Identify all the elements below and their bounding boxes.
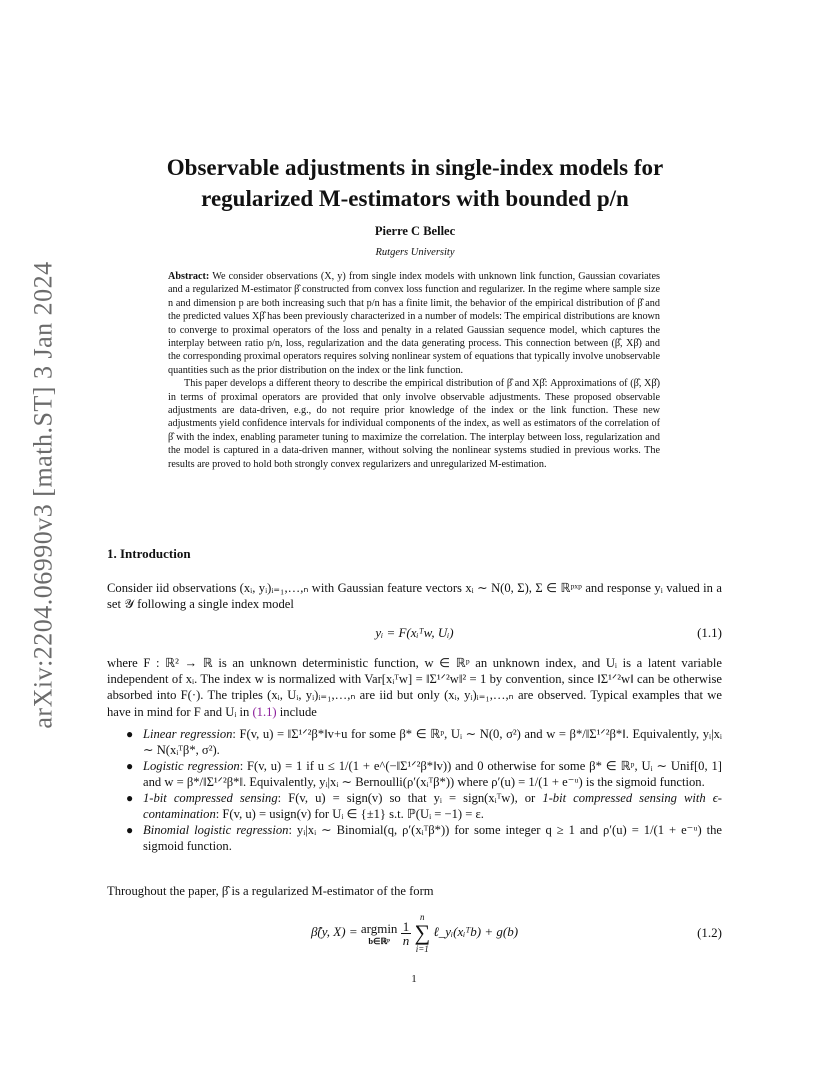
equation-1-1-number: (1.1) bbox=[697, 625, 722, 640]
author-affiliation: Rutgers University bbox=[375, 247, 455, 258]
section-heading-introduction: 1. Introduction bbox=[107, 546, 191, 561]
example-label: Logistic regression bbox=[143, 759, 240, 773]
summation bbox=[414, 912, 430, 954]
arxiv-identifier bbox=[22, 261, 66, 729]
abstract bbox=[168, 270, 660, 471]
bullet-icon: ● bbox=[126, 759, 134, 773]
sum-symbol: ∑ bbox=[414, 920, 431, 945]
equation-1-2-body bbox=[107, 912, 722, 954]
abstract-label: Abstract: bbox=[168, 271, 210, 282]
abstract-text-1: We consider observations (X, y) from single index models with unknown link function, Gaussian covariates and a regularized M-estimator β̂ constructed from convex loss function and regularizer. In the regime where sample size n and dimension p are both increasing such that p/n has a finite limit, the behavior of the empirical distribution of β̂ and the predicted values Xβ̂ has been previously characterized in a number of models: The empirical distributions are known to converge to proximal operators of the loss and penalty in a related Gaussian sequence model, which captures the interplay between ratio p/n, loss, regularization and the data generating process. This connection between (β̂, Xβ̂) and the corresponding proximal operators requires solving nonlinear system of equations that typically involve unobservable quantities such as the prior distribution on the index or the link function. bbox=[168, 271, 660, 376]
example-text: : F(v, u) = sign(v) so that yᵢ = sign(xᵢᵀw), or bbox=[277, 791, 543, 805]
abstract-paragraph-2: This paper develops a different theory to describe the empirical distribution of β̂ and Xβ̂: Approximations of (β̂, Xβ̂) in terms of proximal operators are provided that only involve observable adjustments. These proposed observable adjustments are data-driven, e.g., do not require prior knowledge of the index or the link function. These new adjustments yield confidence intervals for individual components of the index, as well as estimators of the correlation of β̂ with the index, enabling parameter tuning to maximize the correlation. The interplay between loss, regularization and the model is captured in a data-driven manner, without solving the nonlinear systems studied in previous works. The results are proved to hold both strongly convex regularizers and unregularized M-estimation. bbox=[168, 378, 660, 470]
abstract-paragraph-1 bbox=[168, 270, 660, 377]
bullet-icon: ● bbox=[126, 823, 134, 837]
title-line-1: Observable adjustments in single-index models for bbox=[166, 155, 664, 180]
equation-reference-link[interactable]: (1.1) bbox=[252, 704, 277, 719]
bullet-icon: ● bbox=[126, 727, 134, 741]
title-line-2: regularized M-estimators with bounded p/n bbox=[201, 186, 629, 211]
equation-1-1 bbox=[107, 625, 722, 643]
author-name: Pierre C Bellec bbox=[374, 224, 456, 238]
fraction-numerator: 1 bbox=[402, 918, 410, 934]
intro-paragraph-2 bbox=[107, 655, 722, 720]
equation-1-2-lhs: β̂(y, X) = bbox=[310, 923, 361, 939]
intro-paragraph-2-text: where F : ℝ² → ℝ is an unknown deterministic function, w ∈ ℝᵖ an unknown index, and Uᵢ is a latent variable independent of xᵢ. The index w is normalized with Var[xᵢᵀw] = ‖Σ¹ᐟ²w‖² = 1 by convention, since ‖Σ¹ᐟ²w‖ can be otherwise absorbed into F(·). The triples (xᵢ, Uᵢ, yᵢ)ᵢ₌₁,…,ₙ are iid but only (xᵢ, yᵢ)ᵢ₌₁,…,ₙ are observed. Typical examples that we have in mind for F and Uᵢ in bbox=[107, 656, 722, 719]
list-item bbox=[125, 822, 722, 854]
arxiv-identifier-text: arXiv:2204.06990v3 [math.ST] 3 Jan 2024 bbox=[29, 261, 59, 729]
example-label: 1-bit compressed sensing bbox=[143, 791, 278, 805]
example-label: Linear regression bbox=[143, 727, 233, 741]
paper-title bbox=[100, 152, 730, 214]
equation-1-2 bbox=[107, 908, 722, 956]
model-examples-list bbox=[125, 726, 722, 854]
example-label-secondary: 1-bit compressed sensing with ϵ-contamination bbox=[143, 791, 723, 821]
example-text: : F(v, u) = 1 if u ≤ 1/(1 + e^(−‖Σ¹ᐟ²β*‖v)) and 0 otherwise for some β* ∈ ℝᵖ, Uᵢ ∼ Unif[0, 1] and w = β*/‖Σ¹ᐟ²β*‖. Equivalently, yᵢ|xᵢ ∼ Bernoulli(ρ′(xᵢᵀβ*)) where ρ′(u) = 1/(1 + e⁻ᵘ) is the sigmoid function. bbox=[143, 759, 722, 789]
example-text-secondary: : F(v, u) = usign(v) for Uᵢ ∈ {±1} s.t. ℙ(Uᵢ = −1) = ε. bbox=[215, 807, 484, 821]
sum-lower-limit: i=1 bbox=[415, 944, 429, 954]
argmin-operator bbox=[361, 921, 398, 946]
list-item bbox=[125, 790, 722, 822]
argmin-text: argmin bbox=[360, 920, 398, 936]
sum-upper-limit: n bbox=[420, 912, 425, 922]
argmin-subscript: b∈ℝᵖ bbox=[368, 935, 390, 946]
list-item bbox=[125, 758, 722, 790]
example-text: : yᵢ|xᵢ ∼ Binomial(q, ρ′(xᵢᵀβ*)) for some integer q ≥ 1 and ρ′(u) = 1/(1 + e⁻ᵘ) the sigmoid function. bbox=[143, 823, 722, 853]
equation-1-2-rhs: ℓ_yᵢ(xᵢᵀb) + g(b) bbox=[433, 923, 519, 939]
fraction-denominator: n bbox=[402, 932, 410, 948]
fraction bbox=[401, 920, 412, 947]
equation-1-2-number: (1.2) bbox=[697, 925, 722, 940]
intro-paragraph-3: Throughout the paper, β̂ is a regularized M-estimator of the form bbox=[107, 884, 434, 898]
intro-paragraph-2-tail: include bbox=[276, 704, 317, 719]
intro-paragraph-1: Consider iid observations (xᵢ, yᵢ)ᵢ₌₁,…,ₙ with Gaussian feature vectors xᵢ ∼ N(0, Σ), Σ ∈ ℝᵖˣᵖ and response yᵢ valued in a set 𝒴 following a single index model bbox=[107, 581, 722, 612]
example-text: : F(v, u) = ‖Σ¹ᐟ²β*‖v+u for some β* ∈ ℝᵖ, Uᵢ ∼ N(0, σ²) and w = β*/‖Σ¹ᐟ²β*‖. Equivalently, yᵢ|xᵢ ∼ N(xᵢᵀβ*, σ²). bbox=[143, 727, 722, 757]
equation-1-1-body: yᵢ = F(xᵢᵀw, Uᵢ) bbox=[375, 625, 454, 640]
page-number: 1 bbox=[411, 973, 417, 985]
example-label: Binomial logistic regression bbox=[143, 823, 289, 837]
list-item bbox=[125, 726, 722, 758]
bullet-icon: ● bbox=[126, 791, 134, 805]
